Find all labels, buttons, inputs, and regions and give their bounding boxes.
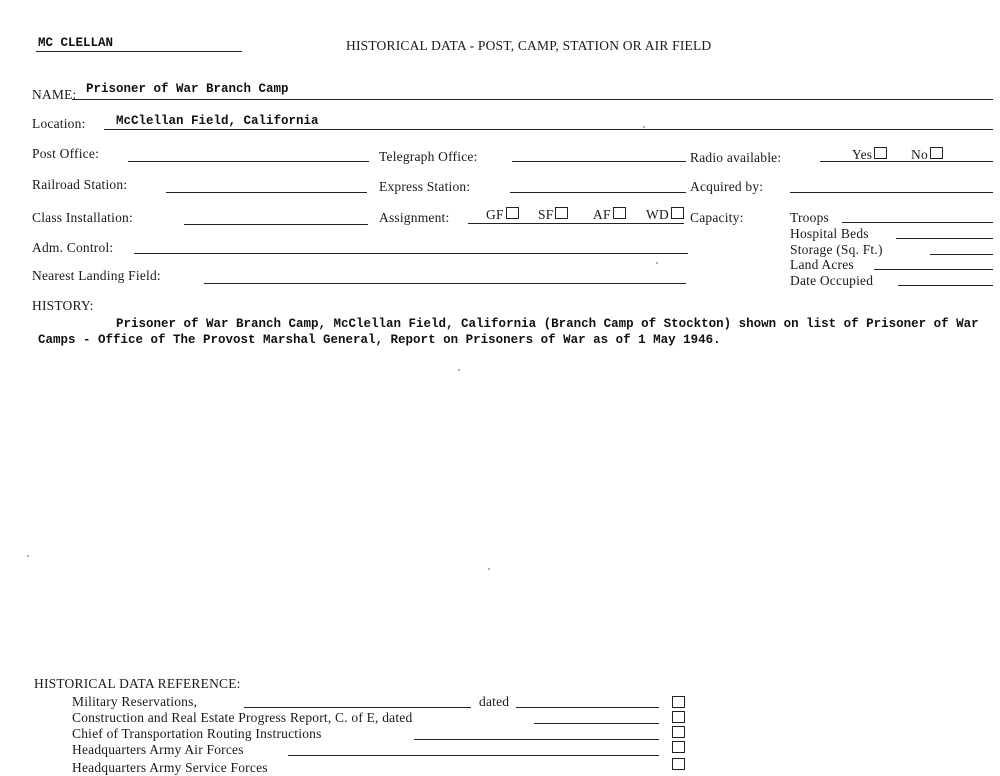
page-title: HISTORICAL DATA - POST, CAMP, STATION OR AIR FIELD [346, 38, 712, 53]
telegraph-label: Telegraph Office: [379, 149, 478, 164]
ref-hq-asf-checkbox[interactable] [672, 758, 685, 770]
storage-label: Storage (Sq. Ft.) [790, 242, 883, 257]
date-occupied-label: Date Occupied [790, 273, 874, 288]
land-acres-field[interactable] [874, 269, 993, 270]
assign-gf-option[interactable] [486, 207, 519, 223]
assign-af-option[interactable] [593, 207, 626, 223]
assignment-label: Assignment: [379, 210, 450, 225]
name-value[interactable]: Prisoner of War Branch Camp [86, 82, 289, 96]
ref-construction-checkbox[interactable] [672, 711, 685, 723]
scan-speck [27, 555, 29, 557]
name-label: NAME: [32, 87, 77, 102]
scan-speck [458, 369, 460, 371]
name-line [72, 99, 993, 100]
ref-military-label: Military Reservations, [72, 694, 198, 709]
installation-underline [36, 51, 242, 52]
ref-chief-field[interactable] [414, 739, 659, 740]
assign-sf-label: SF [538, 207, 554, 222]
post-office-field[interactable] [128, 161, 369, 162]
radio-no-label: No [911, 147, 928, 162]
ref-military-checkbox[interactable] [672, 696, 685, 708]
ref-chief-checkbox[interactable] [672, 726, 685, 738]
railroad-field[interactable] [166, 192, 367, 193]
express-label: Express Station: [379, 179, 471, 194]
assign-gf-checkbox[interactable] [506, 207, 519, 219]
location-line [104, 129, 993, 130]
hospital-beds-label: Hospital Beds [790, 226, 869, 241]
history-text: Prisoner of War Branch Camp, McClellan Field, California (Branch Camp of Stockton) shown on list of Prisoner of War Camps - Office of The Provost Marshal General, Report on Prisoners of War as of 1 May 1946. [38, 317, 979, 347]
ref-construction-date-field[interactable] [534, 723, 659, 724]
assign-wd-checkbox[interactable] [671, 207, 684, 219]
location-value[interactable]: McClellan Field, California [116, 114, 319, 128]
troops-field[interactable] [842, 222, 993, 223]
ref-military-date-field[interactable] [516, 707, 659, 708]
assign-gf-label: GF [486, 207, 504, 222]
history-label: HISTORY: [32, 298, 94, 313]
ref-military-field[interactable] [244, 707, 471, 708]
post-office-label: Post Office: [32, 146, 100, 161]
ref-construction-label: Construction and Real Estate Progress Report, C. of E, dated [72, 710, 413, 725]
installation-name: MC CLELLAN [38, 36, 114, 50]
assign-wd-label: WD [646, 207, 669, 222]
ref-hq-aaf-label: Headquarters Army Air Forces [72, 742, 244, 757]
location-label: Location: [32, 116, 86, 131]
ref-military-dated-label: dated [479, 694, 510, 709]
telegraph-field[interactable] [512, 161, 686, 162]
ref-hq-aaf-checkbox[interactable] [672, 741, 685, 753]
acquired-field[interactable] [790, 192, 993, 193]
scan-speck [656, 262, 658, 264]
railroad-label: Railroad Station: [32, 177, 128, 192]
scan-speck [643, 126, 645, 128]
radio-yes-label: Yes [852, 147, 873, 162]
adm-control-label: Adm. Control: [32, 240, 114, 255]
assign-sf-option[interactable] [538, 207, 568, 223]
troops-label: Troops [790, 210, 829, 225]
ref-hq-aaf-field[interactable] [288, 755, 659, 756]
radio-field-line [820, 161, 993, 162]
landing-field-input[interactable] [204, 283, 686, 284]
radio-label: Radio available: [690, 150, 782, 165]
date-occupied-field[interactable] [898, 285, 993, 286]
land-acres-label: Land Acres [790, 257, 854, 272]
acquired-label: Acquired by: [690, 179, 764, 194]
ref-hq-asf-label: Headquarters Army Service Forces [72, 760, 268, 775]
storage-field[interactable] [930, 254, 993, 255]
scan-speck [488, 568, 490, 570]
adm-control-field[interactable] [134, 253, 688, 254]
assign-wd-option[interactable] [646, 207, 684, 223]
assign-af-label: AF [593, 207, 611, 222]
radio-yes-checkbox[interactable] [874, 147, 887, 159]
assign-sf-checkbox[interactable] [555, 207, 568, 219]
assignment-line [468, 223, 684, 224]
landing-field-label: Nearest Landing Field: [32, 268, 161, 283]
radio-no-option[interactable] [911, 147, 943, 163]
reference-heading: HISTORICAL DATA REFERENCE: [34, 676, 241, 691]
class-installation-label: Class Installation: [32, 210, 133, 225]
hospital-beds-field[interactable] [896, 238, 993, 239]
express-field[interactable] [510, 192, 686, 193]
radio-yes-option[interactable] [852, 147, 887, 163]
ref-chief-label: Chief of Transportation Routing Instructions [72, 726, 322, 741]
radio-no-checkbox[interactable] [930, 147, 943, 159]
class-installation-field[interactable] [184, 224, 368, 225]
assign-af-checkbox[interactable] [613, 207, 626, 219]
capacity-label: Capacity: [690, 210, 744, 225]
